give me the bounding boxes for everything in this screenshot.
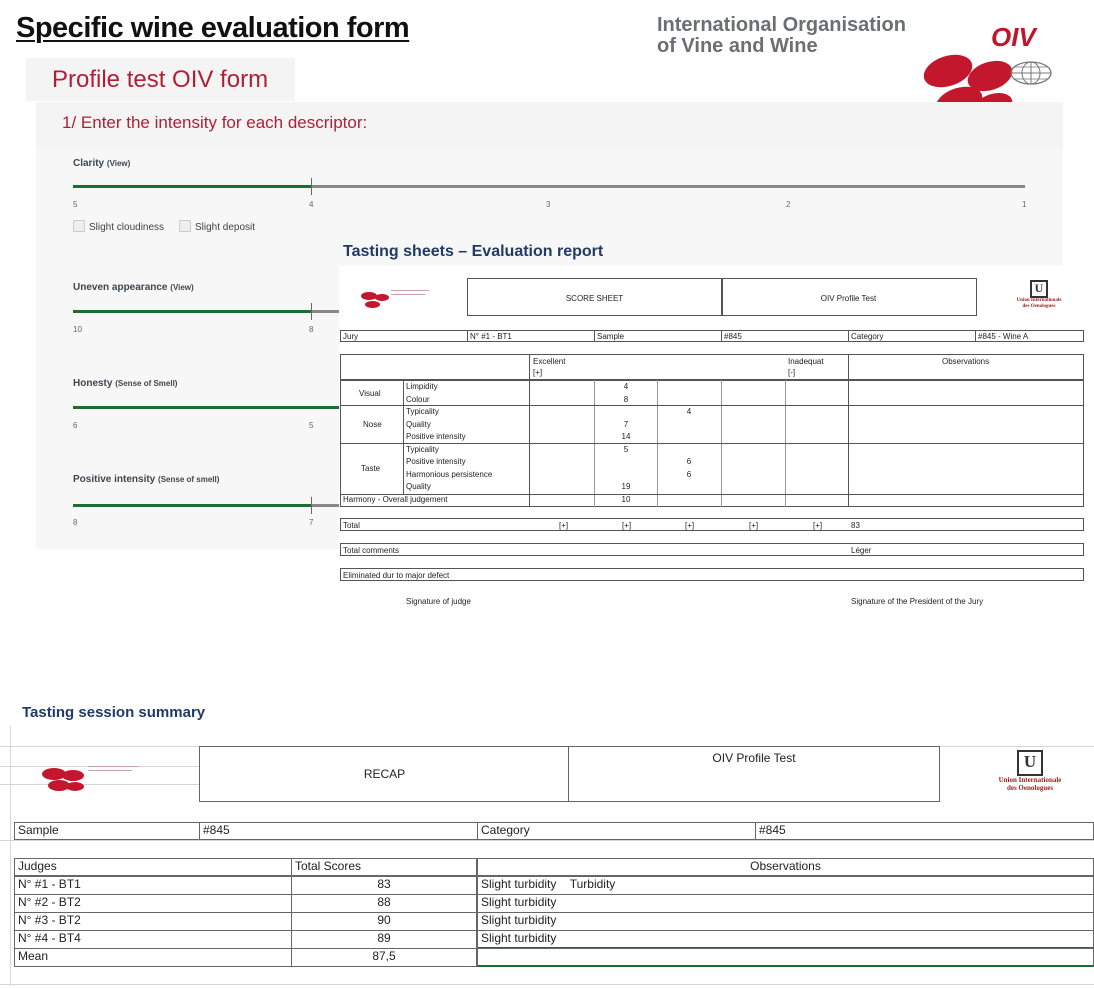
inadequate-header: Inadequat <box>788 357 824 366</box>
score-sheet-label: SCORE SHEET <box>565 294 624 303</box>
row-positive-intensity-nose: Positive intensity <box>406 432 466 441</box>
gridline <box>0 840 1094 841</box>
descriptor-sense: (View) <box>106 159 131 168</box>
test-name-cell: OIV Profile Test <box>568 746 940 802</box>
row-quality-taste: Quality <box>406 482 431 491</box>
clarity-slider[interactable] <box>73 185 1025 188</box>
row-quality-nose: Quality <box>406 420 431 429</box>
inadequate-sign: [-] <box>788 368 796 377</box>
uoe-logo <box>999 280 1079 310</box>
logo-caption <box>88 770 132 771</box>
divider <box>403 380 404 494</box>
divider <box>529 354 530 380</box>
col-total-scores: Total Scores <box>291 858 477 876</box>
gridline <box>0 746 200 747</box>
test-name-label: OIV Profile Test <box>820 294 877 303</box>
slider-handle[interactable] <box>311 497 312 514</box>
scale-label: 3 <box>546 200 551 209</box>
grape-shape <box>375 294 389 301</box>
sample-value: #845 <box>199 822 479 840</box>
oiv-logo-text: OIV <box>991 22 1036 52</box>
descriptor-positive-intensity <box>73 474 219 485</box>
uoe-name-line1: Union Internationale <box>1016 298 1062 303</box>
score-colour: 8 <box>623 395 629 404</box>
judge-score: 88 <box>291 894 477 913</box>
honesty-slider[interactable] <box>73 406 341 409</box>
slider-fill <box>73 504 312 507</box>
mean-label: Mean <box>14 948 293 967</box>
total-row <box>340 518 1084 531</box>
uoe-emblem-icon: U <box>1017 750 1043 776</box>
eliminated-row <box>340 568 1084 581</box>
observations-header: Observations <box>942 357 990 366</box>
org-name-line2: of Vine and Wine <box>657 35 818 57</box>
uoe-emblem-icon: U <box>1030 280 1048 298</box>
test-name-header-cell <box>721 278 977 316</box>
uoe-name-line2: des Oenologues <box>1006 784 1054 792</box>
score-positive-intensity-taste: 6 <box>686 457 692 466</box>
descriptor-name: Honesty <box>73 378 113 389</box>
row-harmony: Harmony - Overall judgement <box>343 495 448 504</box>
profile-tab-label: Profile test OIV form <box>52 66 269 93</box>
eliminated-label: Eliminated dur to major defect <box>343 571 450 580</box>
category-value: #845 <box>755 822 1094 840</box>
descriptor-uneven-appearance <box>73 282 194 293</box>
judge-score: 83 <box>291 876 477 895</box>
row-typicality-taste: Typicality <box>406 445 439 454</box>
descriptor-name: Uneven appearance <box>73 282 168 293</box>
scale-label: 2 <box>786 200 791 209</box>
gridline <box>10 726 11 986</box>
checkbox-label: Slight deposit <box>195 222 256 233</box>
total-sign: [+] <box>685 521 695 530</box>
row-limpidity: Limpidity <box>406 382 438 391</box>
scale-label: 8 <box>309 325 314 334</box>
gridline <box>940 746 1094 747</box>
descriptor-honesty <box>73 378 177 389</box>
jury-value: N° #1 - BT1 <box>470 332 512 341</box>
judge-name: N° #2 - BT2 <box>14 894 293 913</box>
judge-name: N° #4 - BT4 <box>14 930 293 949</box>
total-sign: [+] <box>813 521 823 530</box>
scale-label: 5 <box>73 200 78 209</box>
divider <box>594 330 595 342</box>
excellent-sign: [+] <box>533 368 543 377</box>
slider-fill <box>73 406 341 409</box>
sample-value: #845 <box>724 332 742 341</box>
score-positive-intensity-nose: 14 <box>621 432 631 441</box>
session-summary <box>0 726 1094 988</box>
divider <box>975 330 976 342</box>
observation: Slight turbidity <box>481 877 557 891</box>
recap-cell: RECAP <box>199 746 570 802</box>
scale-label: 1 <box>1022 200 1027 209</box>
judge-score: 89 <box>291 930 477 949</box>
sample-label: Sample <box>14 822 201 840</box>
oiv-mini-logo <box>40 758 160 798</box>
category-label: Category <box>851 332 884 341</box>
divider <box>848 330 849 342</box>
score-quality-taste: 19 <box>621 482 631 491</box>
judge-score: 90 <box>291 912 477 931</box>
score-typicality-taste: 5 <box>623 445 629 454</box>
score-quality-nose: 7 <box>623 420 629 429</box>
score-typicality-nose: 4 <box>686 407 692 416</box>
uoe-name-line2: des Oenologues <box>1022 304 1056 309</box>
observation: Turbidity <box>569 877 616 891</box>
descriptor-name: Positive intensity <box>73 474 156 485</box>
slider-fill <box>73 310 312 313</box>
logo-caption <box>391 294 425 295</box>
summary-title: Tasting session summary <box>22 704 206 721</box>
globe-icon <box>1009 60 1053 86</box>
divider <box>848 354 849 380</box>
uoe-logo <box>975 750 1085 792</box>
checkbox-label: Slight cloudiness <box>89 222 165 233</box>
slider-handle[interactable] <box>311 178 312 195</box>
uneven-appearance-slider[interactable] <box>73 310 341 313</box>
organisation-name <box>657 15 906 57</box>
category-label: Category <box>477 822 757 840</box>
score-harmony: 10 <box>621 495 631 504</box>
category-value: #845 - Wine A <box>978 332 1029 341</box>
score-harmonious-persistence: 6 <box>686 470 692 479</box>
uoe-name-line1: Union Internationale <box>998 776 1062 784</box>
judge-observations[interactable]: Slight turbidity <box>477 930 1094 949</box>
grape-shape <box>365 301 380 308</box>
score-sheet-title: Tasting sheets – Evaluation report <box>343 243 604 260</box>
group-taste: Taste <box>361 464 381 473</box>
descriptor-clarity <box>73 158 130 169</box>
grape-shape <box>62 770 84 781</box>
positive-intensity-slider[interactable] <box>73 504 341 507</box>
logo-caption <box>88 766 138 767</box>
row-typicality-nose: Typicality <box>406 407 439 416</box>
jury-row <box>340 330 1084 342</box>
judge-observations: Slight turbidity <box>477 912 1094 931</box>
total-sign: [+] <box>622 521 632 530</box>
judge-observations: Slight turbidity <box>477 894 1094 913</box>
score-sheet-header-cell <box>467 278 723 316</box>
divider <box>467 330 468 342</box>
row-harmonious-persistence: Harmonious persistence <box>406 470 493 479</box>
score-limpidity: 4 <box>623 382 629 391</box>
descriptor-sense: (Sense of Smell) <box>115 379 178 388</box>
total-value: 83 <box>851 521 860 530</box>
grape-shape <box>66 782 84 791</box>
checkbox-slight-cloudiness[interactable] <box>73 220 164 233</box>
checkbox-box[interactable] <box>179 220 191 232</box>
group-nose: Nose <box>363 420 382 429</box>
col-observations: Observations <box>477 858 1094 876</box>
page-title: Specific wine evaluation form <box>16 12 410 44</box>
divider <box>721 330 722 342</box>
group-divider <box>340 494 1084 495</box>
row-positive-intensity-taste: Positive intensity <box>406 457 466 466</box>
row-colour: Colour <box>406 395 430 404</box>
scale-label: 7 <box>309 518 314 527</box>
total-sign: [+] <box>749 521 759 530</box>
descriptor-name: Clarity <box>73 158 105 169</box>
slider-handle[interactable] <box>311 303 312 320</box>
logo-caption <box>391 290 429 291</box>
judge-name: N° #1 - BT1 <box>14 876 293 895</box>
signature-judge: Signature of judge <box>406 597 471 606</box>
col-judges: Judges <box>14 858 293 876</box>
sample-label: Sample <box>597 332 625 341</box>
oiv-mini-logo <box>361 286 431 316</box>
group-visual: Visual <box>359 389 381 398</box>
scale-label: 10 <box>73 325 82 334</box>
scale-label: 5 <box>309 421 314 430</box>
scale-label: 4 <box>309 200 314 209</box>
signature-president: Signature of the President of the Jury <box>851 597 984 606</box>
mean-observations <box>477 948 1094 967</box>
total-sign: [+] <box>559 521 569 530</box>
total-comments-row <box>340 543 1084 556</box>
score-sheet <box>339 266 1084 622</box>
total-comments-value: Léger <box>851 546 872 555</box>
jury-label: Jury <box>343 332 359 341</box>
gridline <box>0 984 1094 985</box>
judge-name: N° #3 - BT2 <box>14 912 293 931</box>
total-label: Total <box>343 521 360 530</box>
org-name-line1: International Organisation <box>657 14 906 36</box>
slider-fill <box>73 185 312 188</box>
judge-observations <box>477 876 1094 895</box>
descriptor-sense: (View) <box>170 283 194 292</box>
group-divider <box>340 443 1084 444</box>
group-divider <box>340 405 1084 406</box>
profile-form-tab[interactable] <box>26 58 295 101</box>
step-instruction: 1/ Enter the intensity for each descriptor: <box>62 113 368 132</box>
checkbox-box[interactable] <box>73 220 85 232</box>
scale-label: 8 <box>73 518 78 527</box>
mean-value: 87,5 <box>291 948 477 967</box>
total-comments-label: Total comments <box>343 546 400 555</box>
excellent-header: Excellent <box>533 357 566 366</box>
scale-label: 6 <box>73 421 78 430</box>
descriptor-sense: (Sense of smell) <box>158 475 220 484</box>
checkbox-slight-deposit[interactable] <box>179 220 255 233</box>
